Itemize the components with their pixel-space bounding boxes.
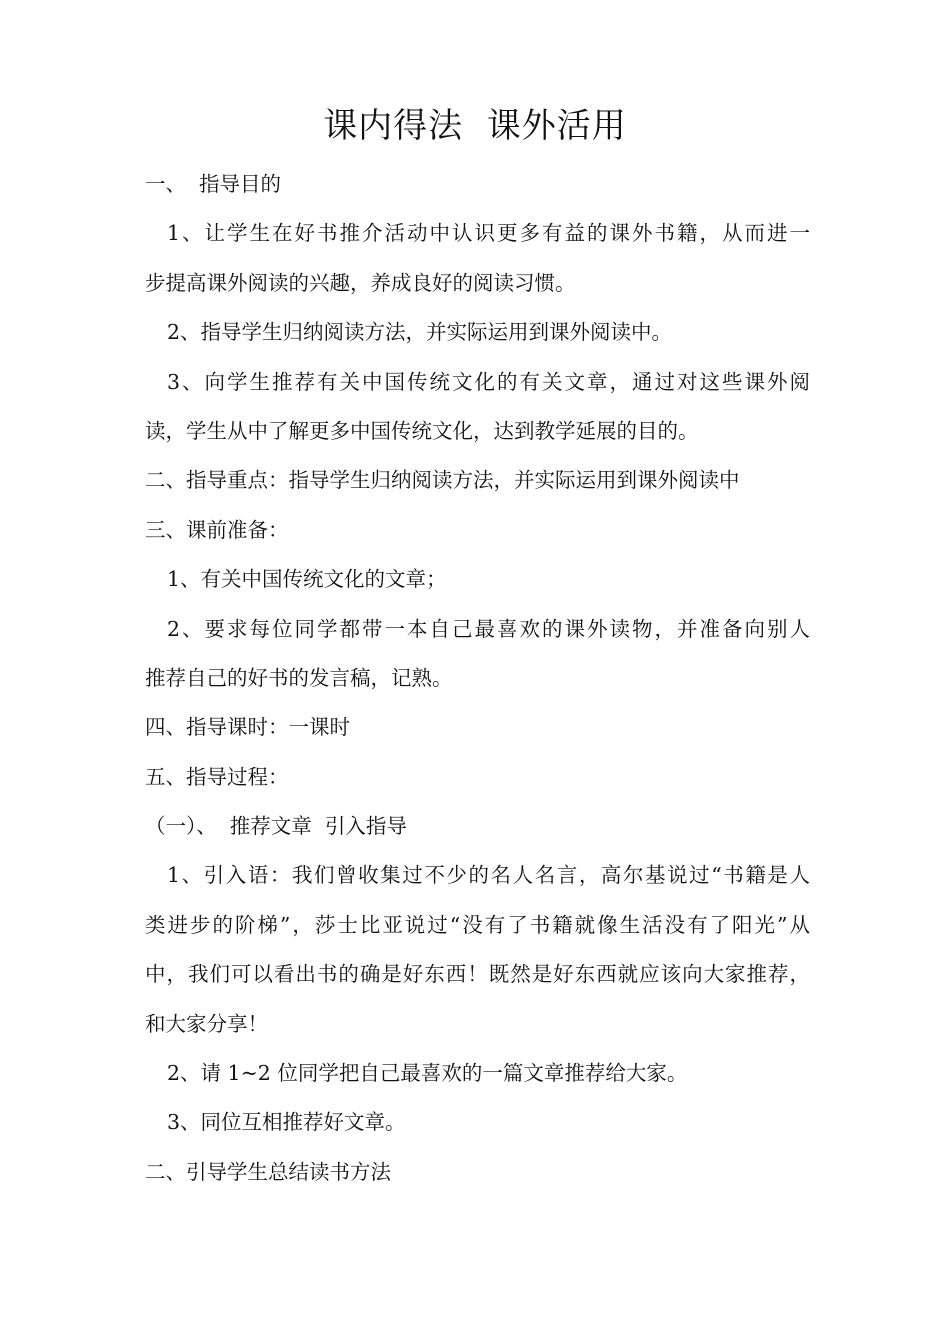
objective-3-line-1: 3、向学生推荐有关中国传统文化的有关文章，通过对这些课外阅 xyxy=(167,369,810,394)
process-1-line-3: 中，我们可以看出书的确是好东西！既然是好东西就应该向大家推荐， xyxy=(145,962,810,987)
document-body xyxy=(145,160,810,1197)
objective-1-line-1: 1、让学生在好书推介活动中认识更多有益的课外书籍，从而进一 xyxy=(167,221,810,246)
preparation-2-line-2: 推荐自己的好书的发言稿，记熟。 xyxy=(145,665,453,690)
section-heading-methods: 二、引导学生总结读书方法 xyxy=(145,1159,391,1184)
process-2: 2、请 1~2 位同学把自己最喜欢的一篇文章推荐给大家。 xyxy=(167,1061,688,1086)
subsection-heading-recommend: （一）、 推荐文章 引入指导 xyxy=(145,814,407,839)
section-heading-objectives: 一、 指导目的 xyxy=(145,172,282,196)
preparation-1: 1、有关中国传统文化的文章； xyxy=(167,567,447,592)
section-heading-focus: 二、指导重点：指导学生归纳阅读方法，并实际运用到课外阅读中 xyxy=(145,468,740,493)
process-1-line-1: 1、引入语：我们曾收集过不少的名人名言，高尔基说过“书籍是人 xyxy=(167,863,810,888)
process-1-line-4: 和大家分享！ xyxy=(145,1011,268,1036)
objective-2: 2、指导学生归纳阅读方法，并实际运用到课外阅读中。 xyxy=(167,320,673,345)
objective-3-line-2: 读，学生从中了解更多中国传统文化，达到教学延展的目的。 xyxy=(145,418,699,443)
objective-1-line-2: 步提高课外阅读的兴趣，养成良好的阅读习惯。 xyxy=(145,270,576,295)
section-heading-preparation: 三、课前准备： xyxy=(145,517,289,542)
section-heading-process: 五、指导过程： xyxy=(145,764,289,789)
section-heading-periods: 四、指导课时：一课时 xyxy=(145,715,350,740)
preparation-2-line-1: 2、要求每位同学都带一本自己最喜欢的课外读物，并准备向别人 xyxy=(167,616,810,641)
process-3: 3、同位互相推荐好文章。 xyxy=(167,1110,406,1135)
document-title: 课内得法 课外活用 xyxy=(323,106,627,146)
process-1-line-2: 类进步的阶梯”，莎士比亚说过“没有了书籍就像生活没有了阳光”从 xyxy=(145,912,810,937)
